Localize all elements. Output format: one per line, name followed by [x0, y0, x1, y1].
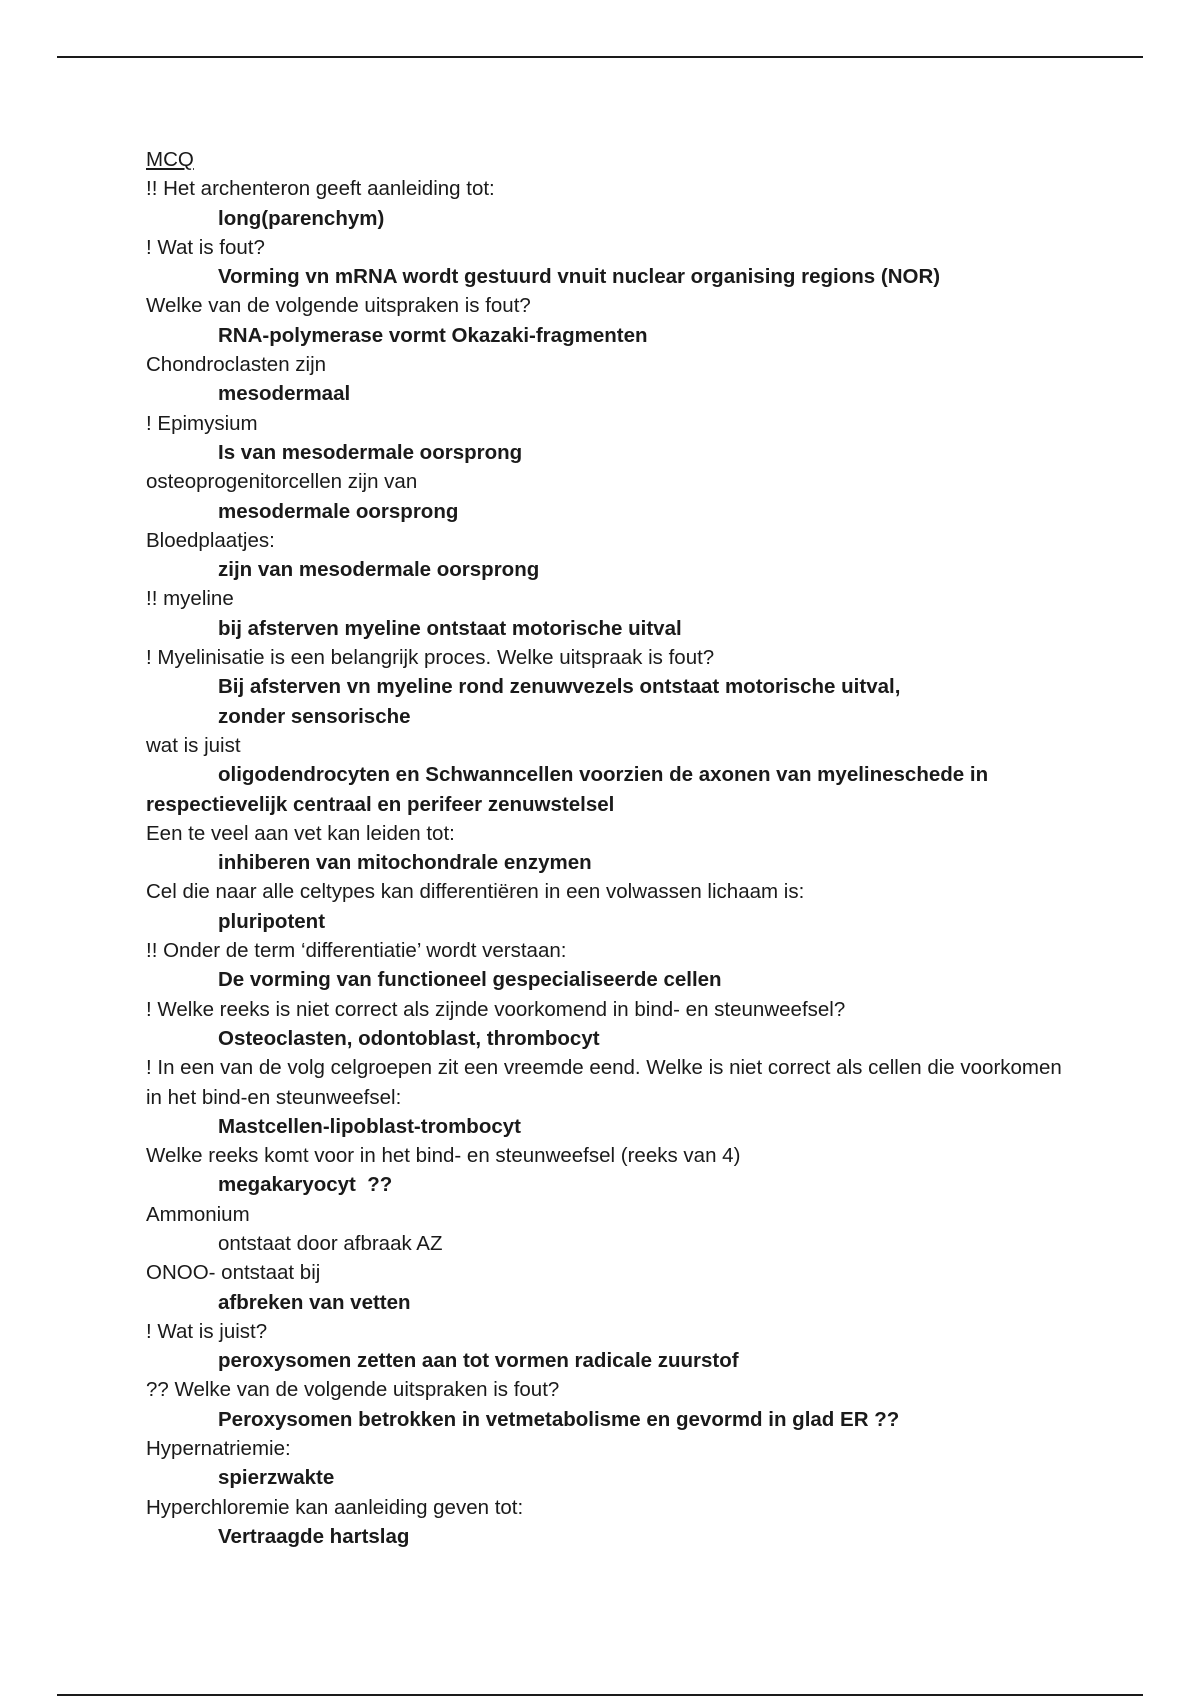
question-text: Chondroclasten zijn: [146, 353, 327, 377]
section-heading: MCQ: [146, 148, 194, 171]
answer-text: ontstaat door afbraak AZ: [218, 1231, 443, 1255]
answer-text: megakaryocyt ??: [218, 1173, 393, 1197]
question-text: Hyperchloremie kan aanleiding geven tot:: [146, 1495, 524, 1519]
answer-text: pluripotent: [218, 909, 326, 933]
question-text: ONOO- ontstaat bij: [146, 1261, 321, 1285]
answer-text: oligodendrocyten en Schwanncellen voorzien de axonen van myelineschede in respectievelijk centraal en perifeer zenuwstelsel: [146, 763, 989, 816]
answer-text: RNA-polymerase vormt Okazaki-fragmenten: [218, 323, 648, 347]
question-text: ! Myelinisatie is een belangrijk proces. Welke uitspraak is fout?: [146, 646, 715, 670]
answer-text: Is van mesodermale oorsprong: [218, 440, 523, 464]
answer-text: afbreken van vetten: [218, 1290, 411, 1314]
question-text: ?? Welke van de volgende uitspraken is fout?: [146, 1378, 560, 1402]
question-text: Welke reeks komt voor in het bind- en steunweefsel (reeks van 4): [146, 1144, 741, 1168]
answer-text: Bij afsterven vn myeline rond zenuwvezels ontstaat motorische uitval, zonder sensorische: [218, 675, 901, 728]
question-text: Een te veel aan vet kan leiden tot:: [146, 821, 455, 845]
document-body: [146, 145, 1076, 1551]
answer-text: Osteoclasten, odontoblast, thrombocyt: [218, 1026, 600, 1050]
answer-text: Mastcellen-lipoblast-trombocyt: [218, 1114, 521, 1138]
answer-text: long(parenchym): [218, 206, 385, 230]
question-text: ! Wat is fout?: [146, 235, 265, 259]
question-text: Ammonium: [146, 1202, 250, 1226]
answer-text: De vorming van functioneel gespecialiseerde cellen: [218, 968, 722, 992]
question-text: ! In een van de volg celgroepen zit een vreemde eend. Welke is niet correct als cellen die voorkomen in het bind-en steunweefsel:: [146, 1056, 1062, 1109]
question-text: !! myeline: [146, 587, 234, 611]
answer-text: peroxysomen zetten aan tot vormen radicale zuurstof: [218, 1349, 739, 1373]
answer-text: mesodermaal: [218, 382, 351, 406]
question-text: wat is juist: [146, 733, 241, 757]
question-text: Welke van de volgende uitspraken is fout?: [146, 294, 531, 318]
question-text: ! Welke reeks is niet correct als zijnde voorkomend in bind- en steunweefsel?: [146, 997, 846, 1021]
question-text: !! Onder de term ‘differentiatie’ wordt verstaan:: [146, 939, 567, 963]
answer-text: Peroxysomen betrokken in vetmetabolisme en gevormd in glad ER ??: [218, 1407, 900, 1431]
answer-text: bij afsterven myeline ontstaat motorische uitval: [218, 616, 682, 640]
answer-text: mesodermale oorsprong: [218, 499, 459, 523]
answer-text: zijn van mesodermale oorsprong: [218, 558, 540, 582]
question-text: ! Epimysium: [146, 411, 258, 435]
top-rule: [57, 56, 1143, 58]
answer-text: Vorming vn mRNA wordt gestuurd vnuit nuclear organising regions (NOR): [218, 265, 941, 289]
answer-text: spierzwakte: [218, 1466, 335, 1490]
question-text: Hypernatriemie:: [146, 1437, 291, 1461]
question-text: ! Wat is juist?: [146, 1319, 268, 1343]
answer-text: inhiberen van mitochondrale enzymen: [218, 851, 592, 875]
question-text: Cel die naar alle celtypes kan differentiëren in een volwassen lichaam is:: [146, 880, 805, 904]
answer-text: Vertraagde hartslag: [218, 1524, 410, 1548]
question-text: Bloedplaatjes:: [146, 528, 275, 552]
bottom-rule: [57, 1694, 1143, 1696]
question-text: !! Het archenteron geeft aanleiding tot:: [146, 177, 495, 201]
question-text: osteoprogenitorcellen zijn van: [146, 470, 418, 494]
